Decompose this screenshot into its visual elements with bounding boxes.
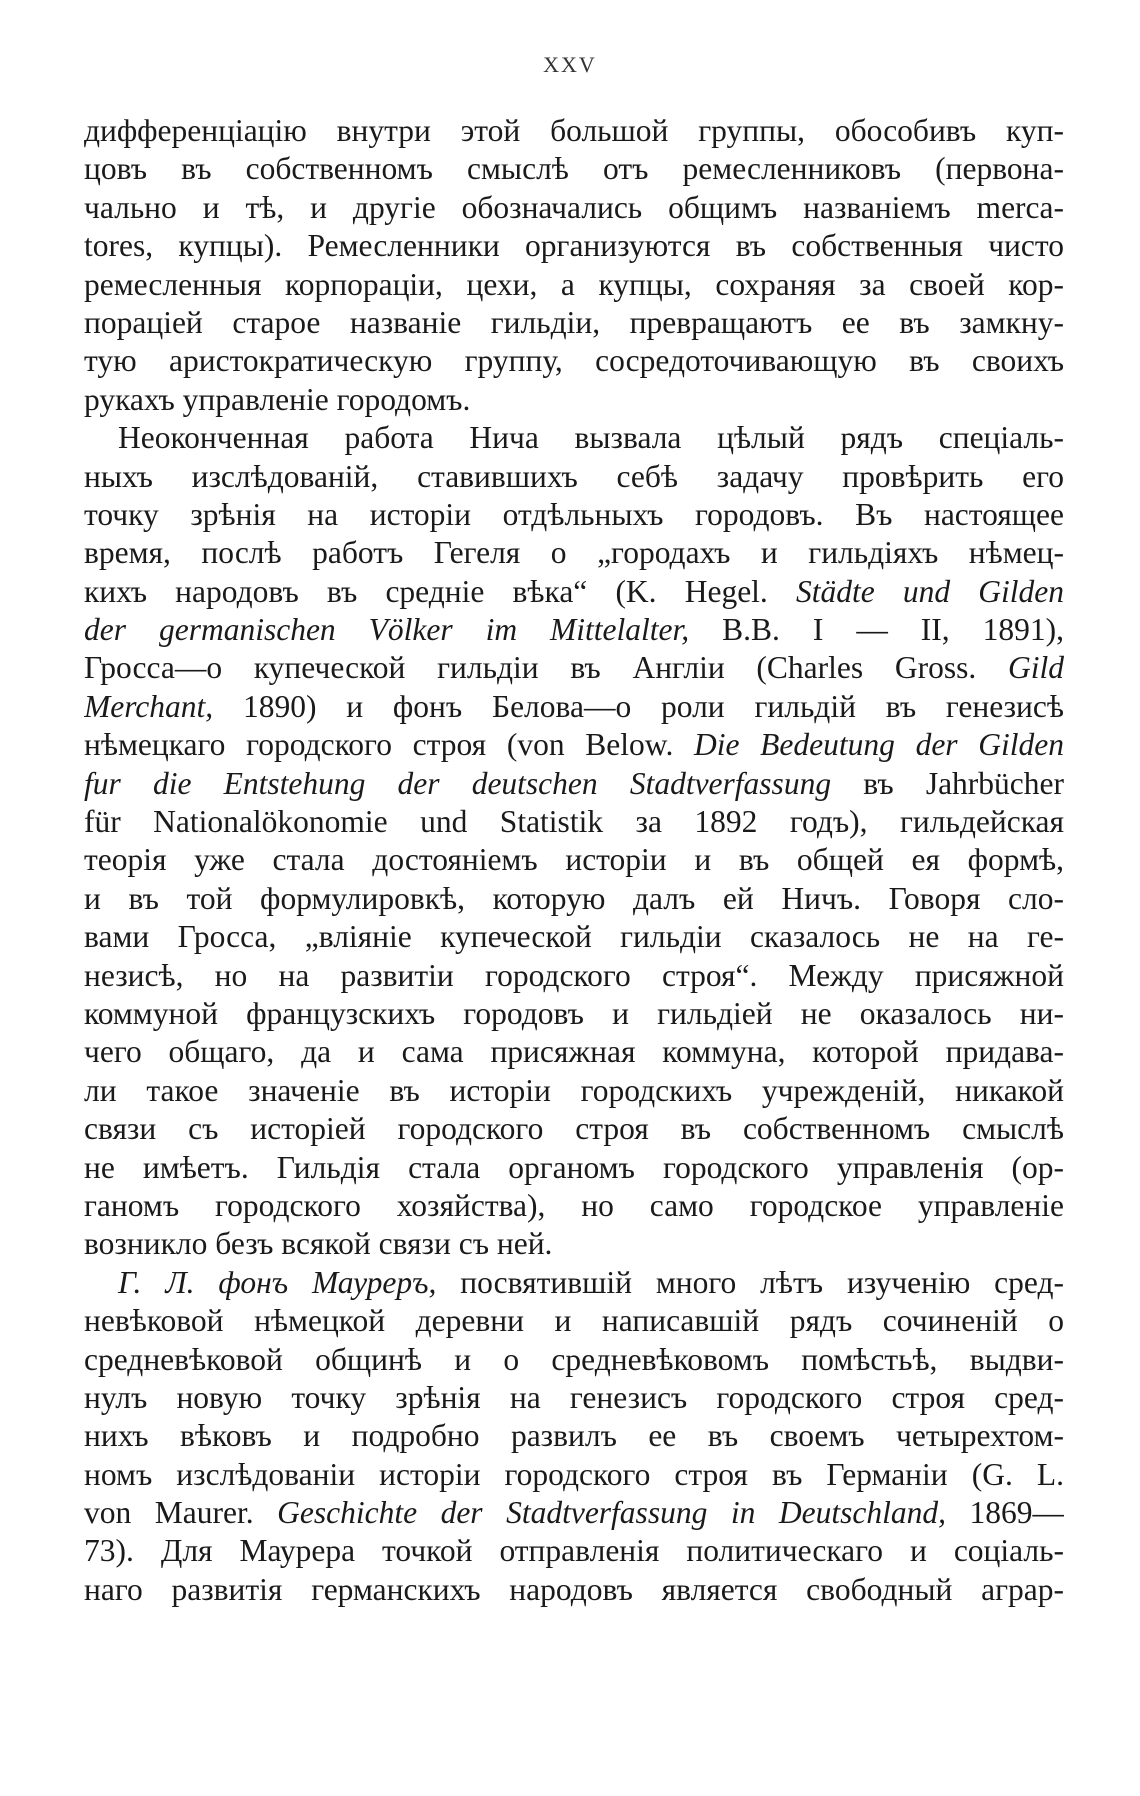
text-line: невѣковой нѣмецкой деревни и написавшій рядъ сочиненій о [84, 1303, 1064, 1339]
text-line: номъ изслѣдованіи исторіи городского строя въ Германіи (G. L. [84, 1456, 1064, 1492]
text-line: 73). Для Маурера точкой отправленія политическаго и соціаль- [84, 1533, 1064, 1569]
text-line: нѣмецкаго городского строя (von Below. Die Bedeutung der Gilden [84, 727, 1064, 763]
text-line: точку зрѣнія на исторіи отдѣльныхъ городовъ. Въ настоящее [84, 496, 1064, 532]
citation-title: Geschichte der Stadtverfassung in Deutschland, [277, 1495, 946, 1531]
text-line: нулъ новую точку зрѣнія на генезисъ городского строя сред- [84, 1379, 1064, 1415]
text-line: незисѣ, но на развитіи городского строя“. Между присяжной [84, 957, 1064, 993]
citation-title: Die Bedeutung der Gilden [694, 727, 1064, 763]
text-line: и въ той формулировкѣ, которую далъ ей Ничъ. Говоря сло- [84, 880, 1064, 916]
citation-title: Städte und Gilden [795, 573, 1064, 609]
text-line: fur die Entstehung der deutschen Stadtverfassung въ Jahrbücher [84, 765, 1064, 801]
text-line: кихъ народовъ въ средніе вѣка“ (K. Hegel. Städte und Gilden [84, 573, 1064, 609]
text-line: цовъ въ собственномъ смыслѣ отъ ремесленниковъ (первона- [84, 151, 1064, 187]
text-line: тую аристократическую группу, сосредоточивающую въ своихъ [84, 343, 1064, 379]
text-line: дифференціацію внутри этой большой группы, обособивъ куп- [84, 113, 1064, 148]
text-line: теорія уже стала достояніемъ исторіи и въ общей ея формѣ, [84, 842, 1064, 878]
citation-title: Merchant, [84, 688, 214, 724]
text-line: von Maurer. Geschichte der Stadtverfassung in Deutschland, 1869— [84, 1495, 1064, 1531]
text-line: Неоконченная работа Нича вызвала цѣлый рядъ спеціаль- [118, 420, 1064, 456]
citation-title: Gild [1007, 650, 1064, 686]
text-line: средневѣковой общинѣ и о средневѣковомъ помѣстьѣ, выдви- [84, 1341, 1064, 1377]
text-line: ганомъ городского хозяйства), но само городское управленіе [84, 1187, 1064, 1223]
text-line: ныхъ изслѣдованій, ставившихъ себѣ задачу провѣрить его [84, 458, 1064, 494]
text-line: Merchant, 1890) и фонъ Белова—о роли гильдій въ генезисѣ [84, 688, 1064, 724]
author-name: Г. Л. фонъ Мауреръ, [118, 1264, 437, 1300]
text-line: чально и тѣ, и другіе обозначались общимъ названіемъ merca- [84, 189, 1064, 225]
text-line: пораціей старое названіе гильдіи, превращаютъ ее въ замкну- [84, 304, 1064, 340]
text-line: der germanischen Völker im Mittelalter, B.B. I — II, 1891), [84, 612, 1064, 648]
citation-title: fur die Entstehung der deutschen Stadtverfassung [84, 765, 832, 801]
text-line: рукахъ управленіе городомъ. [84, 381, 471, 417]
text-line: коммуной французскихъ городовъ и гильдіей не оказалось ни- [84, 995, 1064, 1031]
text-line: наго развитія германскихъ народовъ является свободный аграр- [84, 1571, 1064, 1607]
text-line: Гросса—о купеческой гильдіи въ Англіи (Charles Gross. Gild [84, 650, 1064, 686]
citation-title: der germanischen Völker im Mittelalter, [84, 612, 690, 648]
body-text [84, 112, 1064, 1609]
text-line: возникло безъ всякой связи съ ней. [84, 1226, 553, 1262]
text-line: время, послѣ работъ Гегеля о „городахъ и гильдіяхъ нѣмец- [84, 535, 1064, 571]
page-number: XXV [543, 52, 597, 77]
text-line: нихъ вѣковъ и подробно развилъ ее въ своемъ четырехтом- [84, 1418, 1064, 1454]
text-line: ремесленныя корпораціи, цехи, а купцы, сохраняя за своей кор- [84, 266, 1064, 302]
text-line: не имѣетъ. Гильдія стала органомъ городского управленія (ор- [84, 1149, 1064, 1185]
text-line: ли такое значеніе въ исторіи городскихъ учрежденій, никакой [84, 1072, 1064, 1108]
text-line: связи съ исторіей городского строя въ собственномъ смыслѣ [84, 1111, 1064, 1147]
text-line: чего общаго, да и сама присяжная коммуна, которой придава- [84, 1034, 1064, 1070]
text-line: tores, купцы). Ремесленники организуются въ собственныя чисто [84, 228, 1064, 264]
text-line: für Nationalökonomie und Statistik за 1892 годъ), гильдейская [84, 804, 1064, 840]
text-line: вами Гросса, „вліяніе купеческой гильдіи сказалось не на ге- [84, 919, 1064, 955]
text-line: Г. Л. фонъ Мауреръ, посвятившій много лѣтъ изученію сред- [118, 1264, 1064, 1300]
